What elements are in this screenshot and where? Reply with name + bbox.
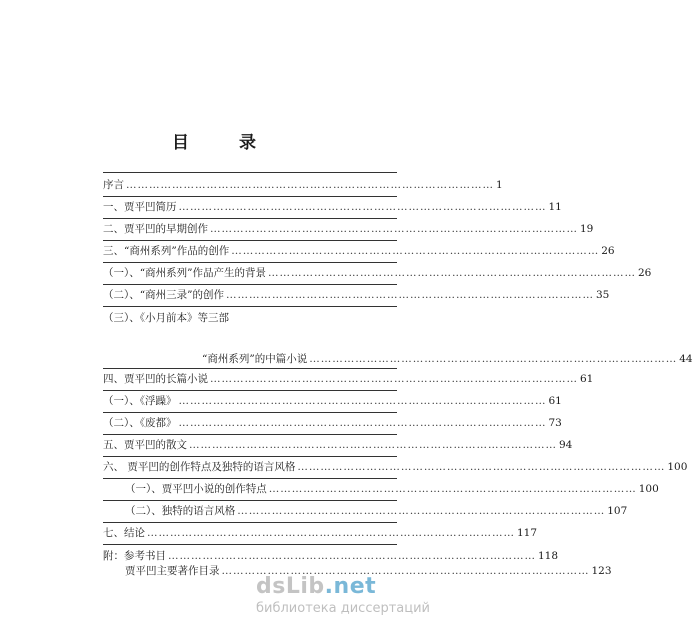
toc-entry-text: 序言	[103, 179, 124, 191]
toc-entry	[103, 439, 573, 452]
toc-leader-dots: ……………………………………………………………………………………	[237, 505, 606, 517]
toc-entry-page: 11	[548, 201, 562, 213]
toc-entry	[103, 267, 652, 280]
toc-entry-page: 61	[580, 373, 594, 385]
toc-leader-dots: ……………………………………………………………………………………	[226, 289, 594, 301]
divider	[103, 478, 397, 479]
toc-entry	[125, 505, 628, 518]
toc-entry-text: “商州系列”的中篇小说	[202, 353, 308, 365]
toc-entry-page: 35	[596, 289, 610, 301]
watermark-subtitle: библиотека диссертаций	[256, 601, 430, 616]
watermark	[256, 574, 430, 616]
toc-entry-text: 二、贾平凹的早期创作	[103, 223, 208, 235]
watermark-brand-main: dsLib	[256, 574, 325, 599]
divider	[103, 262, 397, 263]
toc-entry-page: 73	[548, 417, 562, 429]
divider	[103, 412, 397, 413]
divider	[103, 434, 397, 435]
toc-leader-dots: ……………………………………………………………………………………	[178, 395, 547, 407]
toc-entry	[103, 373, 594, 386]
toc-entry-text: （二）、《废都》	[103, 417, 177, 429]
toc-entry-page: 44	[679, 353, 693, 365]
toc-leader-dots: ……………………………………………………………………………………	[297, 461, 666, 473]
watermark-brand-tld: .net	[324, 574, 377, 599]
toc-entry-page: 107	[607, 505, 628, 517]
toc-entry-page: 100	[667, 461, 688, 473]
toc-entry-text: （三）、《小月前本》等三部	[103, 312, 229, 324]
toc-entry-continuation	[202, 351, 693, 366]
toc-entry-text: （一）、《浮躁》	[103, 395, 177, 407]
toc-entry-page: 117	[517, 527, 538, 539]
toc-entry	[103, 245, 615, 258]
toc-leader-dots: ……………………………………………………………………………………	[210, 373, 578, 385]
toc-entry-text: （二）、“商州三录”的创作	[103, 289, 224, 301]
divider	[103, 306, 397, 307]
toc-entry-text: 三、“商州系列”作品的创作	[103, 245, 230, 257]
divider	[103, 456, 397, 457]
toc-entry	[103, 201, 562, 214]
toc-leader-dots: ……………………………………………………………………………………	[231, 245, 600, 257]
toc-leader-dots: ……………………………………………………………………………………	[147, 527, 515, 539]
divider	[103, 218, 397, 219]
toc-entry-text: 六、 贾平凹的创作特点及独特的语言风格	[103, 461, 296, 473]
toc-entry-text: 附：参考书目	[103, 550, 166, 562]
toc-leader-dots: ……………………………………………………………………………………	[210, 223, 578, 235]
toc-leader-dots: ……………………………………………………………………………………	[178, 201, 547, 213]
divider	[103, 240, 397, 241]
toc-entry-text: 七、结论	[103, 527, 145, 539]
toc-entry	[103, 461, 688, 474]
top-rule	[103, 172, 397, 173]
toc-leader-dots: ……………………………………………………………………………………	[221, 565, 590, 577]
toc-entry	[103, 550, 559, 563]
toc-entry-page: 118	[538, 550, 559, 562]
toc-leader-dots: ……………………………………………………………………………………	[189, 439, 557, 451]
toc-entry-text: 四、贾平凹的长篇小说	[103, 373, 208, 385]
toc-entry-page: 26	[601, 245, 615, 257]
toc-entry-page: 26	[638, 267, 652, 279]
divider	[103, 544, 397, 545]
page-title: 目 录	[172, 133, 278, 153]
toc-entry-text: （二）、独特的语言风格	[125, 505, 236, 517]
toc-leader-dots: ……………………………………………………………………………………	[126, 179, 494, 191]
toc-entry-page: 19	[580, 223, 594, 235]
toc-leader-dots: ……………………………………………………………………………………	[178, 417, 547, 429]
toc-entry-text: 一、贾平凹简历	[103, 201, 177, 213]
toc-entry	[103, 312, 397, 325]
toc-leader-dots: ……………………………………………………………………………………	[168, 550, 536, 562]
toc-entry-text: （一）、“商州系列”作品产生的背景	[103, 267, 266, 279]
toc-leader-dots: ……………………………………………………………………………………	[309, 353, 678, 365]
toc-entry	[103, 527, 538, 540]
toc-entry-text: 五、贾平凹的散文	[103, 439, 187, 451]
toc-leader-dots: ……………………………………………………………………………………	[268, 267, 636, 279]
divider	[103, 390, 397, 391]
divider	[103, 522, 397, 523]
toc-entry-page: 94	[559, 439, 573, 451]
toc-entry	[125, 483, 659, 496]
toc-entry-page: 123	[591, 565, 612, 577]
toc-entry-text: （一）、贾平凹小说的创作特点	[125, 483, 267, 495]
divider	[103, 196, 397, 197]
divider	[103, 284, 397, 285]
toc-entry-page: 1	[496, 179, 503, 191]
toc-entry	[103, 223, 594, 236]
toc-entry-text: 贾平凹主要著作目录	[125, 565, 220, 577]
divider	[103, 368, 397, 369]
toc-entry-page: 61	[548, 395, 562, 407]
toc-entry	[103, 417, 562, 430]
toc-entry	[103, 395, 562, 408]
divider	[103, 500, 397, 501]
toc-entry-page: 100	[638, 483, 659, 495]
toc-entry	[103, 289, 610, 302]
watermark-logo	[256, 574, 430, 599]
toc-leader-dots: ……………………………………………………………………………………	[268, 483, 637, 495]
toc-entry	[103, 179, 503, 192]
